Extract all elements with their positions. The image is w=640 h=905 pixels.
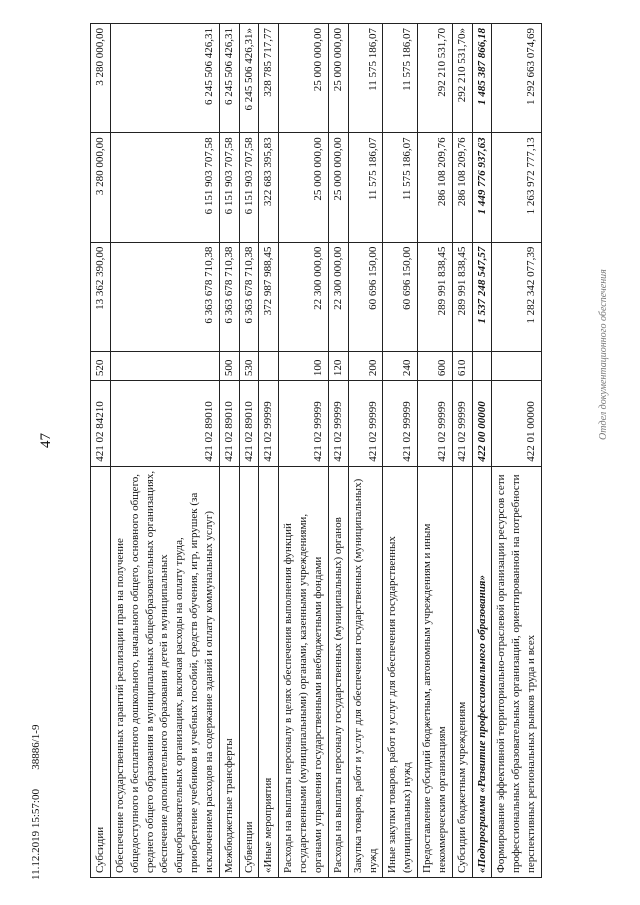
row-value-2-cell: 1 449 776 937,63 <box>472 133 492 242</box>
row-value-1-cell: 289 991 838,45 <box>418 242 453 351</box>
row-value-2-cell: 1 263 972 777,13 <box>492 133 542 242</box>
row-vr-cell: 120 <box>328 351 348 380</box>
row-value-3-cell: 6 245 506 426,31 <box>219 24 239 133</box>
row-code-cell: 422 00 00000 <box>472 381 492 467</box>
footer <box>30 725 42 880</box>
row-value-1-cell: 1 537 248 547,57 <box>472 242 492 351</box>
row-value-2-cell: 286 108 209,76 <box>418 133 453 242</box>
row-value-3-cell: 6 245 506 426,31» <box>239 24 259 133</box>
row-code-cell: 421 02 99999 <box>383 381 418 467</box>
row-name-cell: Обеспечение государственных гарантий реализации прав на получение общедоступного и бесплатного дошкольного, начального общего, основного общего, среднего общего образования в муниципальных общеобразовательных организациях, обеспечение дополнительного образования детей в муниципальных общеобразовательных организациях, включая расходы на оплату труда, приобретение учебников и учебных пособий, средств обучения, игр, игрушек (за исключением расходов на содержание зданий и оплату коммунальных услуг) <box>110 466 219 877</box>
row-value-1-cell: 6 363 678 710,38 <box>239 242 259 351</box>
row-value-2-cell: 322 683 395,83 <box>259 133 279 242</box>
row-value-3-cell: 25 000 000,00 <box>328 24 348 133</box>
row-name-cell: Расходы на выплаты персоналу в целях обеспечения выполнения функций государственными (муниципальными) органами, казенными учреждениями, органами управления государственными внебюджетными фондами <box>279 466 329 877</box>
row-name-cell: «Подпрограмма «Развитие профессионального образования» <box>472 466 492 877</box>
row-value-1-cell: 6 363 678 710,38 <box>110 242 219 351</box>
row-name-cell: Субвенции <box>239 466 259 877</box>
row-value-2-cell: 6 151 903 707,58 <box>219 133 239 242</box>
row-vr-cell <box>492 351 542 380</box>
row-value-1-cell: 60 696 150,00 <box>383 242 418 351</box>
row-vr-cell <box>110 351 219 380</box>
budget-table-body <box>91 24 542 878</box>
row-value-2-cell: 25 000 000,00 <box>328 133 348 242</box>
row-name-cell: Межбюджетные трансферты <box>219 466 239 877</box>
row-value-2-cell: 11 575 186,07 <box>383 133 418 242</box>
row-code-cell: 421 02 89010 <box>239 381 259 467</box>
row-value-3-cell: 3 280 000,00 <box>91 24 111 133</box>
footer-datetime: 11.12.2019 15:57:00 <box>30 789 42 880</box>
row-value-1-cell: 6 363 678 710,38 <box>219 242 239 351</box>
row-vr-cell <box>472 351 492 380</box>
budget-table <box>90 23 542 878</box>
table-row <box>328 24 348 878</box>
row-vr-cell: 500 <box>219 351 239 380</box>
table-row <box>348 24 383 878</box>
row-value-3-cell: 25 000 000,00 <box>279 24 329 133</box>
row-value-3-cell: 328 785 717,77 <box>259 24 279 133</box>
row-code-cell: 421 02 99999 <box>279 381 329 467</box>
row-value-2-cell: 6 151 903 707,58 <box>239 133 259 242</box>
footer-doc-id: 38886/1-9 <box>30 724 42 770</box>
table-row <box>259 24 279 878</box>
row-code-cell: 422 01 00000 <box>492 381 542 467</box>
row-code-cell: 421 02 99999 <box>348 381 383 467</box>
row-value-1-cell: 22 300 000,00 <box>328 242 348 351</box>
row-name-cell: Предоставление субсидий бюджетным, автономным учреждениям и иным некоммерческим организациям <box>418 466 453 877</box>
table-row <box>239 24 259 878</box>
row-code-cell: 421 02 89010 <box>110 381 219 467</box>
row-value-3-cell: 292 210 531,70 <box>418 24 453 133</box>
table-row <box>492 24 542 878</box>
row-value-1-cell: 372 987 988,45 <box>259 242 279 351</box>
row-code-cell: 421 02 99999 <box>452 381 472 467</box>
row-value-2-cell: 25 000 000,00 <box>279 133 329 242</box>
row-vr-cell: 600 <box>418 351 453 380</box>
table-row <box>279 24 329 878</box>
row-value-3-cell: 6 245 506 426,31 <box>110 24 219 133</box>
row-value-1-cell: 22 300 000,00 <box>279 242 329 351</box>
row-value-3-cell: 1 292 663 074,69 <box>492 24 542 133</box>
table-row <box>110 24 219 878</box>
row-name-cell: «Иные мероприятия <box>259 466 279 877</box>
row-vr-cell: 530 <box>239 351 259 380</box>
row-code-cell: 421 02 99999 <box>328 381 348 467</box>
row-code-cell: 421 02 84210 <box>91 381 111 467</box>
row-value-1-cell: 60 696 150,00 <box>348 242 383 351</box>
row-value-3-cell: 11 575 186,07 <box>383 24 418 133</box>
table-row <box>383 24 418 878</box>
row-value-2-cell: 286 108 209,76 <box>452 133 472 242</box>
row-vr-cell: 100 <box>279 351 329 380</box>
row-value-3-cell: 1 485 387 866,18 <box>472 24 492 133</box>
table-row <box>452 24 472 878</box>
row-vr-cell: 240 <box>383 351 418 380</box>
row-name-cell: Иные закупки товаров, работ и услуг для обеспечения государственных (муниципальных) нужд <box>383 466 418 877</box>
row-vr-cell: 610 <box>452 351 472 380</box>
row-value-2-cell: 11 575 186,07 <box>348 133 383 242</box>
row-value-3-cell: 292 210 531,70» <box>452 24 472 133</box>
row-code-cell: 421 02 89010 <box>219 381 239 467</box>
row-value-3-cell: 11 575 186,07 <box>348 24 383 133</box>
row-value-1-cell: 13 362 390,00 <box>91 242 111 351</box>
row-code-cell: 421 02 99999 <box>418 381 453 467</box>
row-vr-cell: 520 <box>91 351 111 380</box>
row-name-cell: Закупка товаров, работ и услуг для обеспечения государственных (муниципальных) нужд <box>348 466 383 877</box>
row-value-1-cell: 1 282 342 077,39 <box>492 242 542 351</box>
row-vr-cell <box>259 351 279 380</box>
row-value-2-cell: 6 151 903 707,58 <box>110 133 219 242</box>
page-number: 47 <box>38 433 54 448</box>
row-vr-cell: 200 <box>348 351 383 380</box>
row-name-cell: Формирование эффективной территориально-отраслевой организации ресурсов сети профессиональных образовательных организаций, ориентированной на потребности перспективных региональных рынков труда и всех <box>492 466 542 877</box>
table-row <box>472 24 492 878</box>
row-value-1-cell: 289 991 838,45 <box>452 242 472 351</box>
table-row <box>219 24 239 878</box>
row-name-cell: Субсидии бюджетным учреждениям <box>452 466 472 877</box>
row-name-cell: Расходы на выплаты персоналу государственных (муниципальных) органов <box>328 466 348 877</box>
table-row <box>418 24 453 878</box>
department-stamp: Отдел документационного обеспечения <box>598 269 609 440</box>
row-code-cell: 421 02 99999 <box>259 381 279 467</box>
row-name-cell: Субсидии <box>91 466 111 877</box>
row-value-2-cell: 3 280 000,00 <box>91 133 111 242</box>
rotated-table-container <box>90 23 620 878</box>
table-row <box>91 24 111 878</box>
